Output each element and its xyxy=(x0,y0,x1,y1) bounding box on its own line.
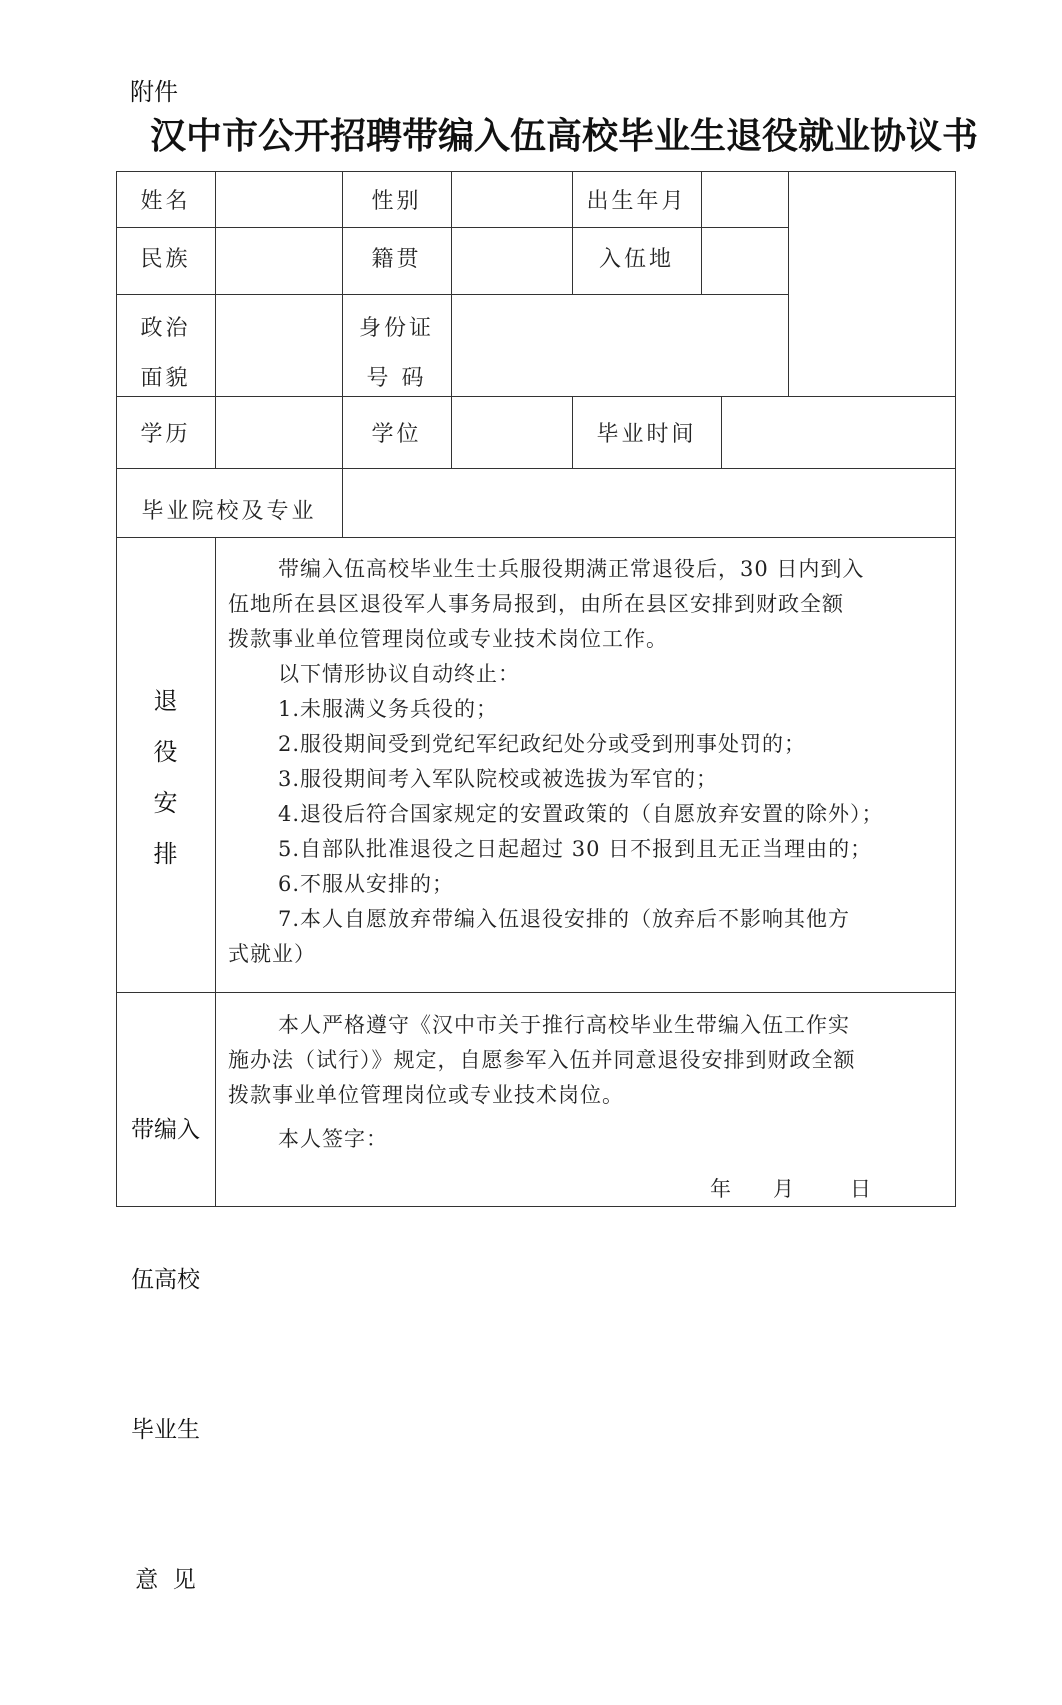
opinion-text: 本人严格遵守《汉中市关于推行高校毕业生带编入伍工作实 施办法（试行）》规定，自愿参军入伍并同意退役安排到财政全额 拨款事业单位管理岗位或专业技术岗位。 xyxy=(228,1013,856,1107)
table-border-right xyxy=(955,171,956,1207)
label-degree: 学位 xyxy=(371,422,422,447)
table-border-bottom xyxy=(116,1206,956,1207)
date-month-label: 月 xyxy=(773,1177,795,1201)
label-political-1: 政治 xyxy=(140,315,191,341)
col-line xyxy=(215,171,216,468)
arrangement-text: 带编入伍高校毕业生士兵服役期满正常退役后，30 日内到入 伍地所在县区退役军人事务局报到，由所在县区安排到财政全额 拨款事业单位管理岗位或专业技术岗位工作。 以下情形协议自动终止： 1.未服满义务兵役的； 2.服役期间受到党纪军纪政纪处分或受到刑事处罚的； 3.服役期间考入军队院校或被选拔为军官的； 4.退役后符合国家规定的安置政策的（自愿放弃安置的除外）； 5.自部队批准退役之日起超过 30 日不报到且无正当理由的； 6.不服从安排的； 7.本人自愿放弃带编入伍退役安排的（放弃后不影响其他方 式就业） xyxy=(228,557,884,966)
label-grad-time: 毕业时间 xyxy=(596,422,697,447)
label-id-2: 号 码 xyxy=(366,365,427,391)
label-birth: 出生年月 xyxy=(586,189,687,214)
date-day-label: 日 xyxy=(850,1177,872,1201)
label-gender: 性别 xyxy=(371,189,422,214)
document-title: 汉中市公开招聘带编入伍高校毕业生退役就业协议书 xyxy=(150,116,979,157)
photo-area-border xyxy=(788,171,789,396)
label-school-major: 毕业院校及专业 xyxy=(141,498,317,524)
col-line xyxy=(701,171,702,294)
row-line xyxy=(116,294,789,295)
row-line xyxy=(116,396,956,397)
label-political-2: 面貌 xyxy=(140,365,191,391)
label-id-1: 身份证 xyxy=(358,315,434,341)
label-name: 姓名 xyxy=(140,189,191,214)
label-education: 学历 xyxy=(140,422,191,447)
arrangement-label: 退 役 安 排 xyxy=(153,687,178,868)
label-native-place: 籍贯 xyxy=(371,246,422,272)
col-line xyxy=(451,171,452,468)
signature-label: 本人签字： xyxy=(278,1127,388,1151)
col-line xyxy=(215,537,216,1206)
label-enlist-place: 入伍地 xyxy=(598,246,674,272)
label-ethnicity: 民族 xyxy=(140,246,191,272)
row-line xyxy=(116,992,956,993)
table-border-top xyxy=(116,171,956,172)
attachment-label: 附件 xyxy=(130,78,178,106)
date-year-label: 年 xyxy=(710,1177,732,1201)
col-line xyxy=(721,396,722,468)
opinion-label: 带编入 伍高校 毕业生 意 见 xyxy=(131,1117,200,1593)
